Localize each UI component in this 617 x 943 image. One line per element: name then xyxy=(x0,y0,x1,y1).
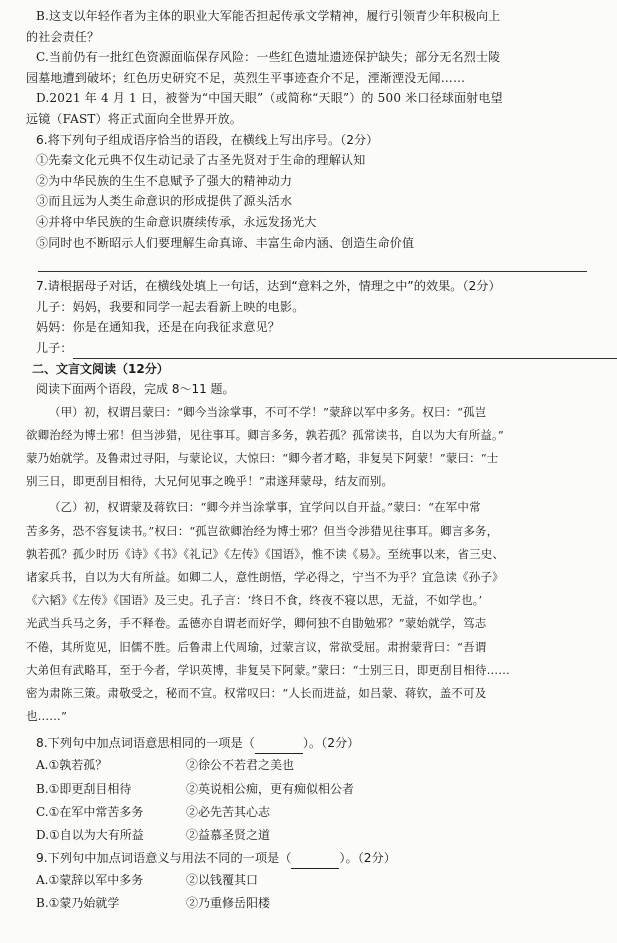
q9-option-b[interactable] xyxy=(26,892,599,915)
q8-option-d-2: ②益慕圣贤之道 xyxy=(186,827,271,842)
passage-a-line: 蒙乃始就学。及鲁肃过寻阳，与蒙论议，大惊曰：“卿今者才略，非复吴下阿蒙！”蒙曰：“士 xyxy=(26,450,499,465)
option-c-line1: C.当前仍有一批红色资源面临保存风险：一些红色遗址遗迹保护缺失；部分无名烈士陵 xyxy=(36,50,501,65)
passage-b-line: 诸家兵书，自以为大有所益。如卿二人，意性朗悟，学必得之，宁当不为乎？宜急读《孙子》 xyxy=(26,569,504,584)
q6-item-2: ②为中华民族的生生不息赋予了强大的精神动力 xyxy=(36,173,293,188)
q6-stem: 6.将下列句子组成语序恰当的语段，在横线上写出序号。（2分） xyxy=(36,132,379,147)
q9-stem-text: 9.下列句中加点词语意义与用法不同的一项是（ xyxy=(36,851,292,866)
option-b-line2: 的社会责任？ xyxy=(26,29,100,44)
section-2-title: 二、文言文阅读（12分） xyxy=(32,361,169,376)
q9-stem-points: ）。（2分） xyxy=(339,851,396,866)
q6-answer-line[interactable] xyxy=(38,253,587,272)
passage-b xyxy=(26,496,599,728)
q6-item-5: ⑤同时也不断昭示人们要理解生命真谛、丰富生命内涵、创造生命价值 xyxy=(36,235,415,250)
option-c-line2: 园墓地遭到破坏；红色历史研究不足，英烈生平事迹查介不足，湮渐湮没无闻…… xyxy=(26,70,466,85)
passage-b-line: （乙）初，权谓蒙及蒋钦曰：“卿今并当涂掌事，宜学问以自开益。”蒙曰：“在军中常 xyxy=(49,500,481,515)
q7-mom-line: 妈妈：你是在通知我，还是在向我征求意见？ xyxy=(36,320,281,335)
passage-b-line: 也……” xyxy=(26,709,67,724)
q7-son-line: 儿子：妈妈，我要和同学一起去看新上映的电影。 xyxy=(36,299,305,314)
q9-option-b-1: B.①蒙乃始就学 xyxy=(36,896,120,911)
q7-stem: 7.请根据母子对话，在横线处填上一句话，达到“意料之外，情理之中”的效果。（2分） xyxy=(36,279,501,294)
q8-option-b-2: ②英说相公痴，更有痴似相公者 xyxy=(186,781,355,796)
q9-option-a-1: A.①蒙辞以军中多务 xyxy=(36,873,144,888)
q8-option-b[interactable] xyxy=(26,778,599,801)
q7-answer-line[interactable] xyxy=(73,344,617,359)
passage-a xyxy=(26,401,599,494)
passage-b-line: 苦多务，恐不容复读书。”权曰：“孤岂欲卿治经为博士邪？但当令涉猎见往事耳。卿言多务， xyxy=(26,523,499,538)
q8-stem xyxy=(26,732,599,754)
q7-son-label: 儿子： xyxy=(36,340,73,355)
passage-b-line: 光武当兵马之务，手不释卷。孟德亦自谓老而好学，卿何独不自勖勉邪？”蒙始就学，笃志 xyxy=(26,616,487,631)
q8-option-c-1: C.①在军中常苦多务 xyxy=(36,804,144,819)
q8-option-c-2: ②必先苦其心志 xyxy=(186,804,271,819)
q8-option-a[interactable] xyxy=(26,754,599,777)
q6-item-4: ④并将中华民族的生命意识赓续传承，永远发扬光大 xyxy=(36,214,317,229)
q9-option-a-2: ②以钱覆其口 xyxy=(186,873,259,888)
q8-option-a-2: ②徐公不若君之美也 xyxy=(186,758,295,773)
passage-a-line: 别三日，即更刮目相待，大兄何见事之晚乎！”肃遂拜蒙母，结友而别。 xyxy=(26,474,394,489)
passage-a-line: （甲）初，权谓吕蒙曰：“卿今当涂掌事，不可不学！”蒙辞以军中多务。权曰：“孤岂 xyxy=(49,404,487,419)
q8-stem-points: ）。（2分） xyxy=(302,736,360,751)
q8-option-a-1: A.①孰若孤？ xyxy=(36,758,108,773)
passage-b-line: 不倦，其所览见，旧儒不胜。后鲁肃上代周瑜，过蒙言议，常欲受屈。肃拊蒙背曰：“吾谓 xyxy=(26,639,487,654)
q9-answer-blank[interactable] xyxy=(291,854,339,869)
passage-b-line: 密为肃陈三策。肃敬受之，秘而不宣。权常叹曰：“人长而进益，如吕蒙、蒋钦，盖不可及 xyxy=(26,685,487,700)
q8-option-c[interactable] xyxy=(26,801,599,824)
option-b-line1: B.这支以年轻作者为主体的职业大军能否担起传承文学精神，履行引领青少年积极向上 xyxy=(36,9,501,23)
q9-stem xyxy=(26,847,599,869)
q8-option-d[interactable] xyxy=(26,824,599,847)
option-d-line1: D.2021 年 4 月 1 日，被誉为“中国天眼”（或简称“天眼”）的 500 米口径球面射电望 xyxy=(36,91,503,106)
q8-option-d-1: D.①自以为大有所益 xyxy=(36,827,144,842)
passage-b-line: 孰若孤？孤少时历《诗》《书》《礼记》《左传》《国语》，惟不读《易》。至统事以来，省三史、 xyxy=(26,546,505,561)
option-d-line2: 远镜（FAST）将正式面向全世界开放。 xyxy=(26,111,242,126)
q8-answer-blank[interactable] xyxy=(255,739,303,754)
passage-b-line: 大弟但有武略耳，至于今者，学识英博，非复吴下阿蒙。”蒙曰：“士别三日，即更刮目相待…… xyxy=(26,662,510,677)
q6-item-3: ③而且远为人类生命意识的形成提供了源头活水 xyxy=(36,194,293,209)
q6-item-1: ①先秦文化元典不仅生动记录了古圣先贤对于生命的理解认知 xyxy=(36,153,366,168)
q8-stem-text: 8.下列句中加点词语意思相同的一项是（ xyxy=(36,736,255,751)
q9-option-b-2: ②乃重修岳阳楼 xyxy=(186,896,271,911)
section-2-intro: 阅读下面两个语段，完成 8～11 题。 xyxy=(36,381,235,396)
q9-option-a[interactable] xyxy=(26,869,599,892)
passage-b-line: 《六韬》《左传》《国语》及三史。孔子言：‘终日不食，终夜不寝以思，无益，不如学也。’ xyxy=(26,593,483,608)
q7-answer-row xyxy=(26,338,599,359)
q8-option-b-1: B.①即更刮目相待 xyxy=(36,781,132,796)
passage-a-line: 欲卿治经为博士邪！但当涉猎，见往事耳。卿言多务，孰若孤？孤常读书，自以为大有所益。” xyxy=(26,427,504,442)
